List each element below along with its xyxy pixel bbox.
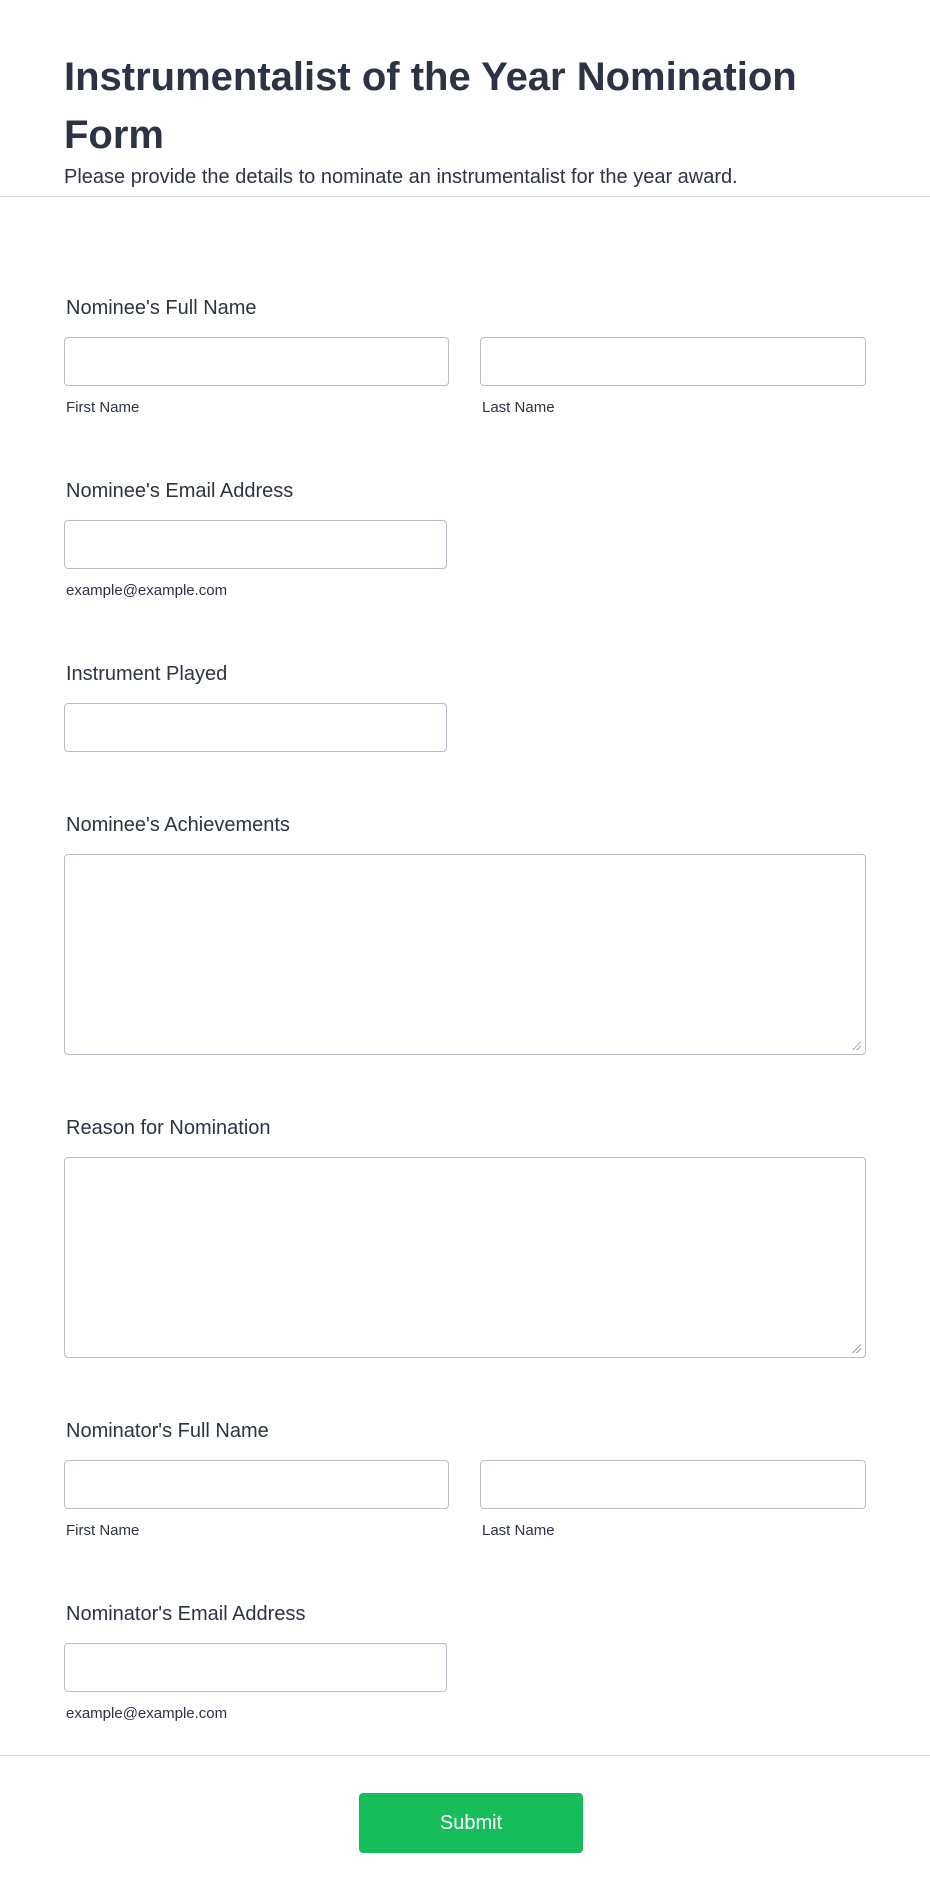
achievements-field — [64, 804, 866, 1064]
instrument-field — [64, 653, 866, 763]
nominator-email-sublabel: example@example.com — [66, 1705, 228, 1722]
nominee-email-input[interactable] — [64, 520, 447, 569]
reason-field — [64, 1107, 866, 1367]
achievements-label: Nominee's Achievements — [66, 814, 290, 836]
achievements-textarea[interactable] — [64, 854, 866, 1055]
nominee-name-field — [64, 287, 866, 427]
instrument-input[interactable] — [64, 703, 447, 752]
nominee-email-sublabel: example@example.com — [66, 582, 228, 599]
nominator-email-field — [64, 1593, 866, 1733]
nominator-name-label: Nominator's Full Name — [66, 1420, 269, 1442]
resize-grip-icon[interactable] — [851, 1040, 861, 1050]
reason-textarea-wrap — [64, 1157, 866, 1358]
nominator-email-label: Nominator's Email Address — [66, 1603, 306, 1625]
form-subtitle: Please provide the details to nominate an instrumentalist for the year award. — [64, 166, 738, 188]
nominee-email-field — [64, 470, 866, 610]
form-footer — [0, 1755, 930, 1903]
reason-textarea[interactable] — [64, 1157, 866, 1358]
form-header — [0, 0, 930, 197]
nominator-first-name-input[interactable] — [64, 1460, 449, 1509]
nominee-name-label: Nominee's Full Name — [66, 297, 257, 319]
nominator-name-field — [64, 1410, 866, 1550]
nominee-last-name-input[interactable] — [480, 337, 866, 386]
submit-button[interactable]: Submit — [359, 1793, 583, 1853]
instrument-label: Instrument Played — [66, 663, 228, 685]
nominator-email-input[interactable] — [64, 1643, 447, 1692]
resize-grip-icon[interactable] — [851, 1343, 861, 1353]
form-title: Instrumentalist of the Year Nomination Form — [64, 55, 797, 157]
nominee-last-name-sublabel: Last Name — [482, 399, 555, 416]
nominator-last-name-sublabel: Last Name — [482, 1522, 555, 1539]
nominator-last-name-input[interactable] — [480, 1460, 866, 1509]
nominee-first-name-input[interactable] — [64, 337, 449, 386]
nominee-first-name-sublabel: First Name — [66, 399, 140, 416]
nominator-first-name-sublabel: First Name — [66, 1522, 140, 1539]
nominee-email-label: Nominee's Email Address — [66, 480, 294, 502]
reason-label: Reason for Nomination — [66, 1117, 271, 1139]
achievements-textarea-wrap — [64, 854, 866, 1055]
